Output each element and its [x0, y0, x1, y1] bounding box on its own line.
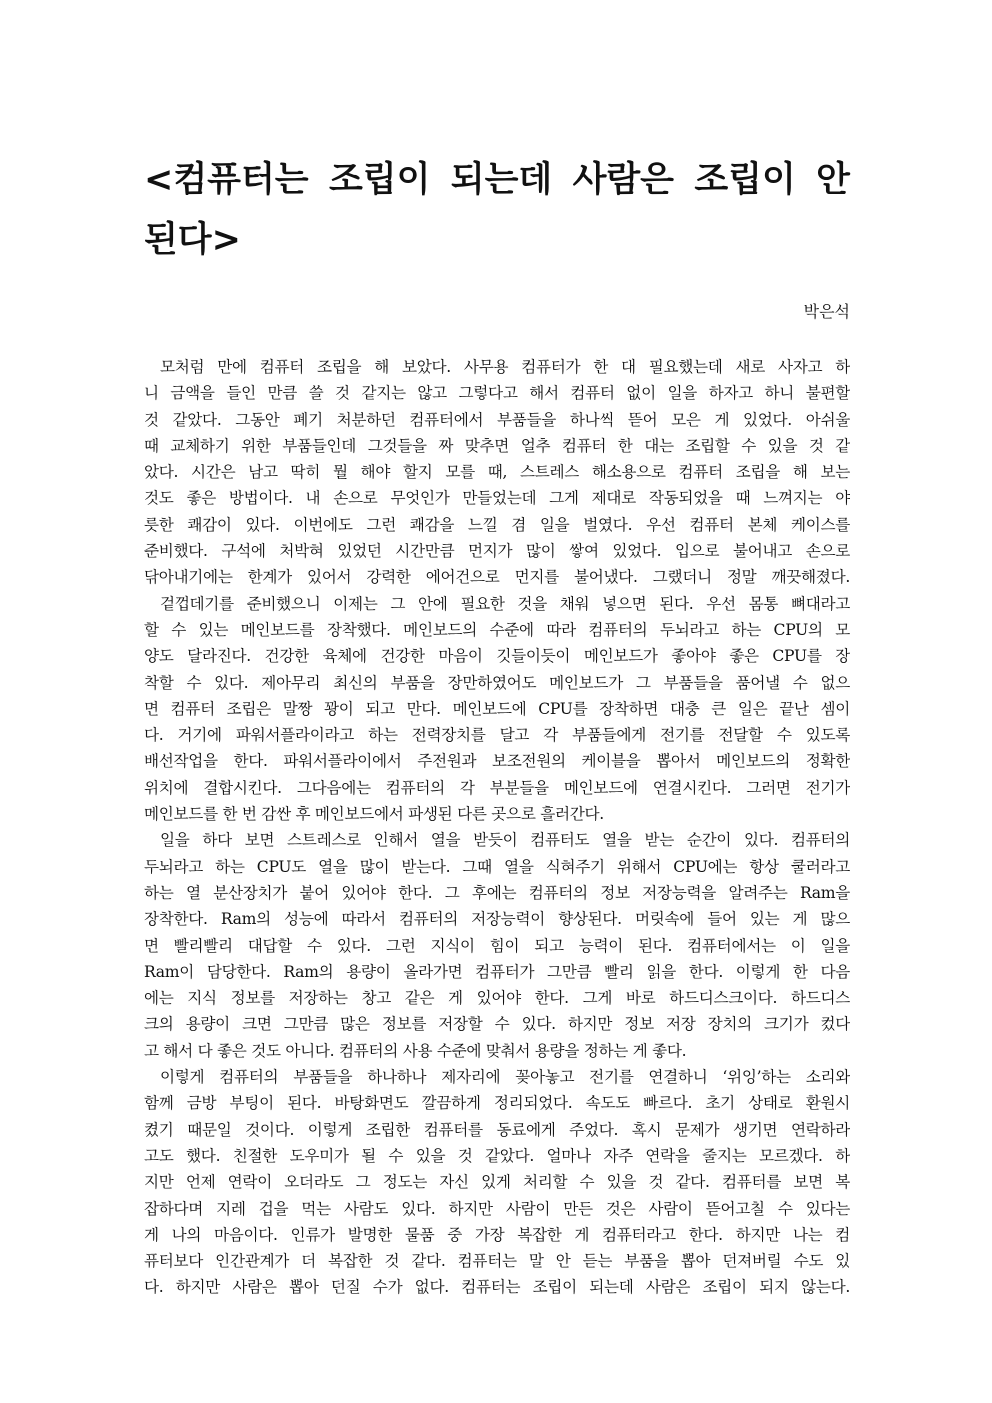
text-line: 준비했다. 구석에 처박혀 있었던 시간만큼 먼지가 많이 쌓여 있었다. 입으로 불어내고 손으로 — [144, 542, 850, 561]
text-line: 메인보드를 한 번 감싼 후 메인보드에서 파생된 다른 곳으로 흘러간다. — [144, 805, 604, 824]
text-line: 다. 하지만 사람은 뽑아 던질 수가 없다. 컴퓨터는 조립이 되는데 사람은 조립이 되지 않는다. — [144, 1278, 850, 1297]
text-line: 할 수 있는 메인보드를 장착했다. 메인보드의 수준에 따라 컴퓨터의 두뇌라고 하는 CPU의 모 — [144, 620, 850, 639]
text-line: 퓨터보다 인간관계가 더 복잡한 것 같다. 컴퓨터는 말 안 듣는 부품을 뽑아 던져버릴 수도 있 — [144, 1252, 850, 1271]
text-line: 니 금액을 들인 만큼 쓸 것 같지는 않고 그렇다고 해서 컴퓨터 없이 일을 하자고 하니 불편할 — [144, 384, 850, 403]
text-line: Ram이 담당한다. Ram의 용량이 올라가면 컴퓨터가 그만큼 빨리 읽을 한다. 이렇게 한 다음 — [144, 962, 850, 981]
text-line: 위치에 결합시킨다. 그다음에는 컴퓨터의 각 부분들을 메인보드에 연결시킨다. 그러면 전기가 — [144, 778, 850, 797]
text-line: 두뇌라고 하는 CPU도 열을 많이 받는다. 그때 열을 식혀주기 위해서 CPU에는 항상 쿨러라고 — [144, 857, 850, 876]
text-line: 배선작업을 한다. 파워서플라이에서 주전원과 보조전원의 케이블을 뽑아서 메인보드의 정확한 — [144, 752, 850, 771]
text-line: 이렇게 컴퓨터의 부품들을 하나하나 제자리에 꽂아놓고 전기를 연결하니 ‘위잉’하는 소리와 — [160, 1068, 850, 1087]
text-line: 하는 열 분산장치가 붙어 있어야 한다. 그 후에는 컴퓨터의 정보 저장능력을 알려주는 Ram을 — [144, 883, 850, 902]
document-title: <컴퓨터는 조립이 되는데 사람은 조립이 안 된다> — [144, 160, 850, 260]
text-line: 크의 용량이 크면 그만큼 많은 정보를 저장할 수 있다. 하지만 정보 저장 장치의 크기가 컸다 — [144, 1015, 850, 1034]
text-line: 착할 수 있다. 제아무리 최신의 부품을 장만하였어도 메인보드가 그 부품들을 품어낼 수 없으 — [144, 673, 850, 692]
text-line: 겉껍데기를 준비했으니 이제는 그 안에 필요한 것을 채워 넣으면 된다. 우선 몸통 뼈대라고 — [160, 594, 850, 613]
author-name: 박은석 — [803, 302, 850, 321]
text-line: 지만 언제 연락이 오더라도 그 정도는 자신 있게 처리할 수 있을 것 같다. 컴퓨터를 보면 복 — [144, 1173, 850, 1192]
text-line: 장착한다. Ram의 성능에 따라서 컴퓨터의 저장능력이 향상된다. 머릿속에 들어 있는 게 많으 — [144, 910, 850, 929]
text-line: 릇한 쾌감이 있다. 이번에도 그런 쾌감을 느낄 겸 일을 벌였다. 우선 컴퓨터 본체 케이스를 — [144, 515, 850, 534]
document-page — [144, 150, 850, 1301]
text-line: 모처럼 만에 컴퓨터 조립을 해 보았다. 사무용 컴퓨터가 한 대 필요했는데 새로 사자고 하 — [160, 358, 850, 376]
paragraph — [144, 591, 850, 828]
text-line: 일을 하다 보면 스트레스로 인해서 열을 받듯이 컴퓨터도 열을 받는 순간이 있다. 컴퓨터의 — [160, 831, 850, 850]
text-line: 켰기 때문일 것이다. 이렇게 조립한 컴퓨터를 동료에게 주었다. 혹시 문제가 생기면 연락하라 — [144, 1120, 850, 1139]
paragraph — [144, 354, 850, 591]
text-line: 면 컴퓨터 조립은 말짱 꽝이 되고 만다. 메인보드에 CPU를 장착하면 대충 큰 일은 끝난 셈이 — [144, 699, 850, 718]
text-line: 함께 금방 부팅이 된다. 바탕화면도 깔끔하게 정리되었다. 속도도 빠르다. 초기 상태로 환원시 — [144, 1094, 850, 1113]
paragraph — [144, 827, 850, 1064]
text-line: 고 해서 다 좋은 것도 아니다. 컴퓨터의 사용 수준에 맞춰서 용량을 정하는 게 좋다. — [144, 1041, 687, 1060]
text-line: 았다. 시간은 남고 딱히 뭘 해야 할지 모를 때, 스트레스 해소용으로 컴퓨터 조립을 해 보는 — [144, 463, 850, 482]
text-line: 양도 달라진다. 건강한 육체에 건강한 마음이 깃들이듯이 메인보드가 좋아야 좋은 CPU를 장 — [144, 647, 850, 666]
text-line: 다. 거기에 파워서플라이라고 하는 전력장치를 달고 각 부품들에게 전기를 전달할 수 있도록 — [144, 726, 850, 745]
text-line: 잡하다며 지레 겁을 먹는 사람도 있다. 하지만 사람이 만든 것은 사람이 뜯어고칠 수 있다는 — [144, 1199, 850, 1218]
text-line: 때 교체하기 위한 부품들인데 그것들을 짜 맞추면 얼추 컴퓨터 한 대는 조립할 수 있을 것 같 — [144, 436, 850, 455]
paragraph — [144, 1064, 850, 1301]
text-line: 면 빨리빨리 대답할 수 있다. 그런 지식이 힘이 되고 능력이 된다. 컴퓨터에서는 이 일을 — [144, 936, 850, 955]
document-body — [144, 354, 850, 1301]
text-line: 에는 지식 정보를 저장하는 창고 같은 게 있어야 한다. 그게 바로 하드디스크이다. 하드디스 — [144, 989, 850, 1008]
text-line: 닦아내기에는 한계가 있어서 강력한 에어건으로 먼지를 불어냈다. 그랬더니 정말 깨끗해졌다. — [144, 568, 850, 587]
text-line: 것 같았다. 그동안 폐기 처분하던 컴퓨터에서 부품들을 하나씩 뜯어 모은 게 있었다. 아쉬울 — [144, 410, 850, 429]
text-line: 게 나의 마음이다. 인류가 발명한 물품 중 가장 복잡한 게 컴퓨터라고 한다. 하지만 나는 컴 — [144, 1225, 850, 1244]
text-line: 고도 했다. 친절한 도우미가 될 수 있을 것 같았다. 얼마나 자주 연락을 줄지는 모르겠다. 하 — [144, 1146, 850, 1165]
text-line: 것도 좋은 방법이다. 내 손으로 무엇인가 만들었는데 그게 제대로 작동되었을 때 느껴지는 야 — [144, 489, 850, 508]
